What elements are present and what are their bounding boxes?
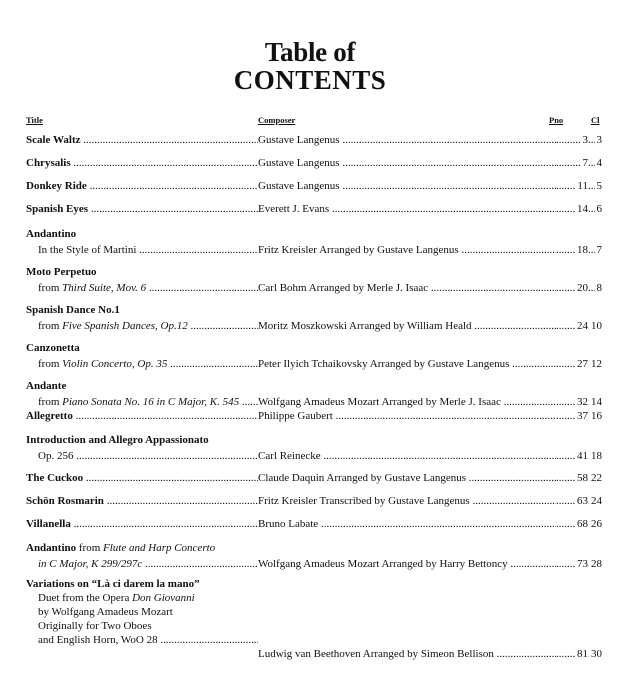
subtitle-cell — [38, 243, 258, 257]
pno-cell — [556, 179, 588, 193]
cl-cell — [588, 179, 602, 193]
cl-page: 30 — [591, 648, 602, 660]
cl-cell — [588, 133, 602, 147]
title-cell — [26, 471, 258, 485]
title-line-2: CONTENTS — [233, 65, 387, 95]
pno-page: 32 — [577, 396, 588, 408]
pno-page: 63 — [577, 495, 588, 507]
composer: Wolfgang Amadeus Mozart Arranged by Harry Bettoncy — [258, 558, 508, 570]
column-header-cl: Cl — [591, 115, 600, 125]
subtitle-text: from — [38, 396, 63, 408]
composer-cell — [258, 449, 556, 463]
desc-text: Originally for Two Oboes — [38, 620, 152, 632]
subtitle-text: Op. 256 — [38, 450, 74, 462]
cl-cell — [588, 557, 602, 571]
composer: Carl Bohm Arranged by Merle J. Isaac — [258, 282, 429, 294]
desc-text: Duet from the Opera — [38, 592, 133, 604]
pno-cell — [556, 395, 588, 409]
toc-entry — [26, 379, 602, 409]
entry-title: Donkey Ride — [26, 180, 87, 192]
pno-cell — [556, 243, 588, 257]
cl-cell — [588, 319, 602, 333]
cl-page: 26 — [591, 518, 602, 530]
pno-cell — [556, 281, 588, 295]
toc-entry — [26, 202, 602, 216]
title-line — [26, 379, 326, 393]
subtitle-cell — [38, 281, 258, 295]
pno-cell — [556, 156, 588, 170]
composer-cell-text — [258, 282, 556, 294]
composer: Fritz Kreisler Arranged by Gustave Langenus — [258, 244, 459, 256]
title-cell-text — [26, 410, 258, 422]
title-cell-text — [26, 518, 258, 530]
subtitle-cell — [38, 357, 258, 371]
pno-page: 24 — [577, 320, 588, 332]
title-line — [26, 227, 326, 241]
title-line — [26, 341, 326, 355]
title-line — [26, 265, 326, 279]
toc-entry — [26, 227, 602, 257]
desc-line — [38, 619, 438, 633]
pno-cell — [556, 647, 588, 661]
pno-page: 41 — [577, 450, 588, 462]
subtitle-cell-text — [38, 558, 258, 570]
title-cell-text — [26, 134, 258, 146]
cl-cell — [588, 395, 602, 409]
composer-cell — [258, 647, 556, 661]
pno-page: 7 — [582, 157, 588, 169]
subtitle-italic: Piano Sonata No. 16 in C Major, K. 545 — [62, 396, 240, 408]
toc-entry — [26, 471, 602, 485]
cl-page: 18 — [591, 450, 602, 462]
title-cell-text — [26, 495, 258, 507]
composer: Gustave Langenus — [258, 134, 340, 146]
toc-entry — [26, 541, 602, 571]
toc-entry — [26, 577, 602, 661]
composer-cell-text — [258, 203, 556, 215]
cl-page: 28 — [591, 558, 602, 570]
subtitle-cell — [38, 449, 258, 463]
composer-cell — [258, 156, 556, 170]
toc-entry — [26, 265, 602, 295]
composer: Peter Ilyich Tchaikovsky Arranged by Gustave Langenus — [258, 358, 510, 370]
cl-cell — [588, 357, 602, 371]
entry-title: Spanish Eyes — [26, 203, 89, 215]
composer: Ludwig van Beethoven Arranged by Simeon Bellison — [258, 648, 494, 660]
pno-page: 27 — [577, 358, 588, 370]
composer-cell — [258, 319, 556, 333]
composer-cell-text — [258, 450, 556, 462]
composer: Bruno Labate — [258, 518, 319, 530]
title-cell-text — [26, 203, 258, 215]
toc-entry — [26, 179, 602, 193]
subtitle-cell — [38, 557, 258, 571]
subtitle-italic: Five Spanish Dances, Op.12 — [62, 320, 188, 332]
toc-entry — [26, 409, 602, 423]
cl-page: 16 — [591, 410, 602, 422]
subtitle-cell-text — [38, 396, 258, 408]
title-cell — [26, 517, 258, 531]
desc-italic: Don Giovanni — [132, 592, 195, 604]
subtitle-cell-text — [38, 450, 258, 462]
composer: Fritz Kreisler Transcribed by Gustave Langenus — [258, 495, 470, 507]
pno-cell — [556, 517, 588, 531]
toc-entry — [26, 156, 602, 170]
pno-cell — [556, 494, 588, 508]
title-cell-text — [26, 472, 258, 484]
composer-cell-text — [258, 396, 556, 408]
entry-title: Spanish Dance No.1 — [26, 304, 120, 316]
cl-page: 7 — [596, 244, 602, 256]
cl-page: 3 — [596, 134, 602, 146]
cl-cell — [588, 647, 602, 661]
pno-page: 68 — [577, 518, 588, 530]
pno-cell — [556, 133, 588, 147]
composer: Moritz Moszkowski Arranged by William Heald — [258, 320, 472, 332]
title-line — [26, 433, 326, 447]
cl-page: 24 — [591, 495, 602, 507]
subtitle-cell-text — [38, 282, 258, 294]
cl-page: 14 — [591, 396, 602, 408]
column-header-pno: Pno — [549, 115, 564, 125]
toc-entry — [26, 517, 602, 531]
composer-cell-text — [258, 558, 556, 570]
toc-entry — [26, 341, 602, 371]
cl-page: 10 — [591, 320, 602, 332]
cl-cell — [588, 281, 602, 295]
composer-cell — [258, 281, 556, 295]
subtitle-text: from — [38, 358, 63, 370]
subtitle-cell-text — [38, 320, 258, 332]
cl-cell — [588, 494, 602, 508]
composer-cell — [258, 395, 556, 409]
subtitle-text: from — [38, 282, 63, 294]
pno-page: 11 — [577, 180, 588, 192]
composer-cell-text — [258, 358, 556, 370]
entry-title: Andantino — [26, 542, 77, 554]
entry-title: Allegretto — [26, 410, 73, 422]
composer-cell-text — [258, 244, 556, 256]
page-title — [0, 38, 620, 94]
composer-cell — [258, 517, 556, 531]
composer-cell-text — [258, 320, 556, 332]
composer-cell-text — [258, 518, 556, 530]
title-cell — [26, 156, 258, 170]
cl-page: 12 — [591, 358, 602, 370]
pno-page: 3 — [582, 134, 588, 146]
composer: Philippe Gaubert — [258, 410, 333, 422]
pno-cell — [556, 471, 588, 485]
cl-cell — [588, 517, 602, 531]
composer-cell — [258, 494, 556, 508]
cl-cell — [588, 449, 602, 463]
title-line — [26, 303, 326, 317]
title-cell — [26, 409, 258, 423]
cl-cell — [588, 243, 602, 257]
entry-title: Scale Waltz — [26, 134, 81, 146]
composer-cell — [258, 133, 556, 147]
cl-page: 8 — [596, 282, 602, 294]
toc-entry — [26, 303, 602, 333]
title-cell-text — [26, 180, 258, 192]
composer-cell — [258, 202, 556, 216]
title-cell — [26, 494, 258, 508]
cl-page: 5 — [596, 180, 602, 192]
entry-title: Chrysalis — [26, 157, 71, 169]
composer-cell-text — [258, 648, 556, 660]
composer-cell — [258, 557, 556, 571]
title-suffix-italic: Flute and Harp Concerto — [103, 542, 216, 554]
desc-line — [38, 605, 438, 619]
entry-title: The Cuckoo — [26, 472, 84, 484]
composer-cell — [258, 409, 556, 423]
title-cell — [26, 133, 258, 147]
composer: Gustave Langenus — [258, 157, 340, 169]
composer-cell-text — [258, 134, 556, 146]
composer-cell-text — [258, 157, 556, 169]
composer: Claude Daquin Arranged by Gustave Langenus — [258, 472, 467, 484]
subtitle-italic: Third Suite, Mov. 6 — [62, 282, 147, 294]
title-cell — [26, 202, 258, 216]
title-line-1: Table of — [264, 37, 356, 67]
title-cell-text — [26, 157, 258, 169]
composer: Gustave Langenus — [258, 180, 340, 192]
pno-cell — [556, 319, 588, 333]
pno-page: 14 — [577, 203, 588, 215]
composer-cell-text — [258, 410, 556, 422]
composer: Wolfgang Amadeus Mozart Arranged by Merle J. Isaac — [258, 396, 501, 408]
subtitle-text: In the Style of Martini — [38, 244, 137, 256]
subtitle-cell-text — [38, 634, 258, 646]
cl-page: 6 — [596, 203, 602, 215]
subtitle-cell — [38, 633, 258, 647]
desc-line — [38, 591, 438, 605]
subtitle-cell-text — [38, 358, 258, 370]
subtitle-italic: Violin Concerto, Op. 35 — [62, 358, 168, 370]
entry-title: Canzonetta — [26, 342, 80, 354]
cl-cell — [588, 409, 602, 423]
pno-page: 20 — [577, 282, 588, 294]
title-line — [26, 541, 326, 555]
composer-cell — [258, 179, 556, 193]
entry-title: Andante — [26, 380, 67, 392]
composer-cell — [258, 357, 556, 371]
composer-cell-text — [258, 472, 556, 484]
title-suffix: from — [76, 542, 104, 554]
toc-entry — [26, 494, 602, 508]
pno-page: 37 — [577, 410, 588, 422]
title-cell — [26, 179, 258, 193]
pno-page: 81 — [577, 648, 588, 660]
entry-title: Variations on “Là ci darem la mano” — [26, 578, 200, 590]
composer: Carl Reinecke — [258, 450, 321, 462]
cl-page: 22 — [591, 472, 602, 484]
cl-cell — [588, 202, 602, 216]
toc-entry — [26, 133, 602, 147]
pno-page: 73 — [577, 558, 588, 570]
column-header-composer: Composer — [258, 115, 296, 125]
entry-title: Moto Perpetuo — [26, 266, 97, 278]
subtitle-cell — [38, 319, 258, 333]
entry-title: Schön Rosmarin — [26, 495, 104, 507]
subtitle-cell — [38, 395, 258, 409]
composer-cell-text — [258, 495, 556, 507]
pno-cell — [556, 557, 588, 571]
entry-title: Villanella — [26, 518, 71, 530]
pno-page: 18 — [577, 244, 588, 256]
subtitle-text: from — [38, 320, 63, 332]
composer: Everett J. Evans — [258, 203, 330, 215]
composer-cell — [258, 243, 556, 257]
title-line — [26, 577, 326, 591]
entry-title: Andantino — [26, 228, 77, 240]
column-header-title: Title — [26, 115, 43, 125]
pno-cell — [556, 202, 588, 216]
pno-cell — [556, 449, 588, 463]
pno-cell — [556, 409, 588, 423]
pno-page: 58 — [577, 472, 588, 484]
subtitle-italic: in C Major, K 299/297c — [38, 558, 143, 570]
desc-text: by Wolfgang Amadeus Mozart — [38, 606, 173, 618]
desc-text: and English Horn, WoO 28 — [38, 634, 158, 646]
pno-cell — [556, 357, 588, 371]
composer-cell-text — [258, 180, 556, 192]
entry-title: Introduction and Allegro Appassionato — [26, 434, 209, 446]
cl-page: 4 — [596, 157, 602, 169]
composer-cell — [258, 471, 556, 485]
cl-cell — [588, 156, 602, 170]
cl-cell — [588, 471, 602, 485]
subtitle-cell-text — [38, 244, 258, 256]
toc-entry — [26, 433, 602, 463]
